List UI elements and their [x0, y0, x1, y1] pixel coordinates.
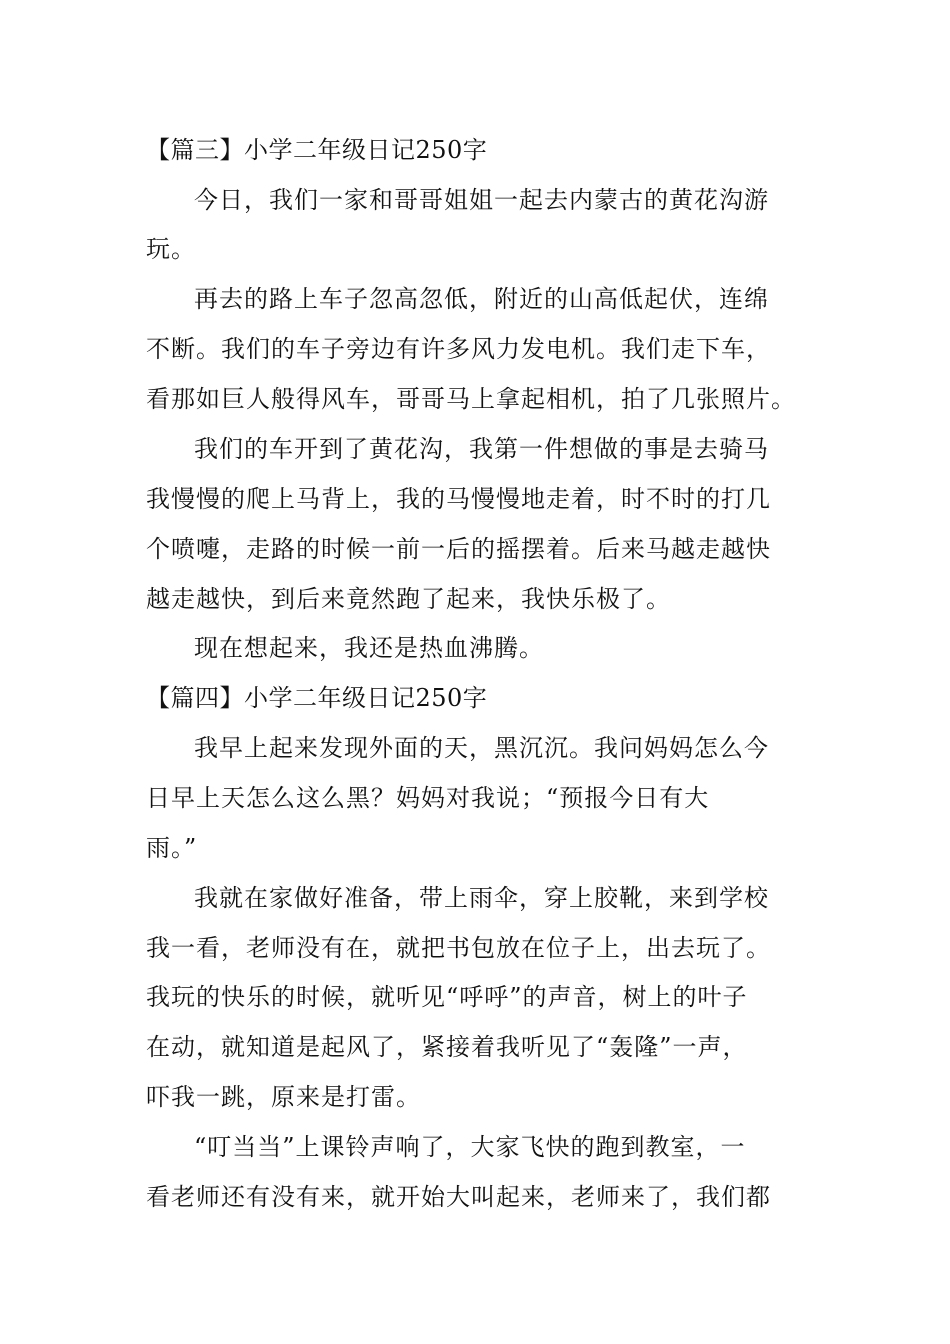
paragraph-line: 现在想起来，我还是热血沸腾。: [194, 634, 544, 662]
paragraph-line: 我玩的快乐的时候，就听见“呼呼”的声音，树上的叶子: [146, 983, 748, 1011]
paragraph-line: 越走越快，到后来竟然跑了起来，我快乐极了。: [146, 585, 671, 613]
paragraph-line: 在动，就知道是起风了，紧接着我听见了“轰隆”一声，: [146, 1033, 748, 1061]
paragraph-line: 看老师还有没有来，就开始大叫起来，老师来了，我们都: [146, 1183, 771, 1211]
paragraph-line: 我一看，老师没有在，就把书包放在位子上，出去玩了。: [146, 934, 771, 962]
paragraph-line: 我就在家做好准备，带上雨伞，穿上胶靴，来到学校: [194, 884, 769, 912]
section-heading: 【篇三】小学二年级日记250字: [146, 136, 488, 164]
section-heading: 【篇四】小学二年级日记250字: [146, 684, 488, 712]
paragraph-line: 不断。我们的车子旁边有许多风力发电机。我们走下车，: [146, 335, 771, 363]
paragraph-line: 玩。: [146, 235, 196, 263]
paragraph-line: 雨。”: [146, 834, 198, 862]
paragraph-line: 我早上起来发现外面的天，黑沉沉。我问妈妈怎么今: [194, 734, 769, 762]
paragraph-line: 再去的路上车子忽高忽低，附近的山高低起伏，连绵: [194, 285, 769, 313]
paragraph-line: 我们的车开到了黄花沟，我第一件想做的事是去骑马: [194, 435, 769, 463]
paragraph-line: 我慢慢的爬上马背上，我的马慢慢地走着，时不时的打几: [146, 485, 771, 513]
paragraph-line: “叮当当”上课铃声响了，大家飞快的跑到教室，一: [194, 1133, 746, 1161]
paragraph-line: 吓我一跳，原来是打雷。: [146, 1083, 421, 1111]
paragraph-line: 个喷嚏，走路的时候一前一后的摇摆着。后来马越走越快: [146, 535, 771, 563]
paragraph-line: 今日，我们一家和哥哥姐姐一起去内蒙古的黄花沟游: [194, 186, 769, 214]
paragraph-line: 日早上天怎么这么黑？妈妈对我说；“预报今日有大: [146, 784, 710, 812]
paragraph-line: 看那如巨人般得风车，哥哥马上拿起相机，拍了几张照片。: [146, 385, 796, 413]
